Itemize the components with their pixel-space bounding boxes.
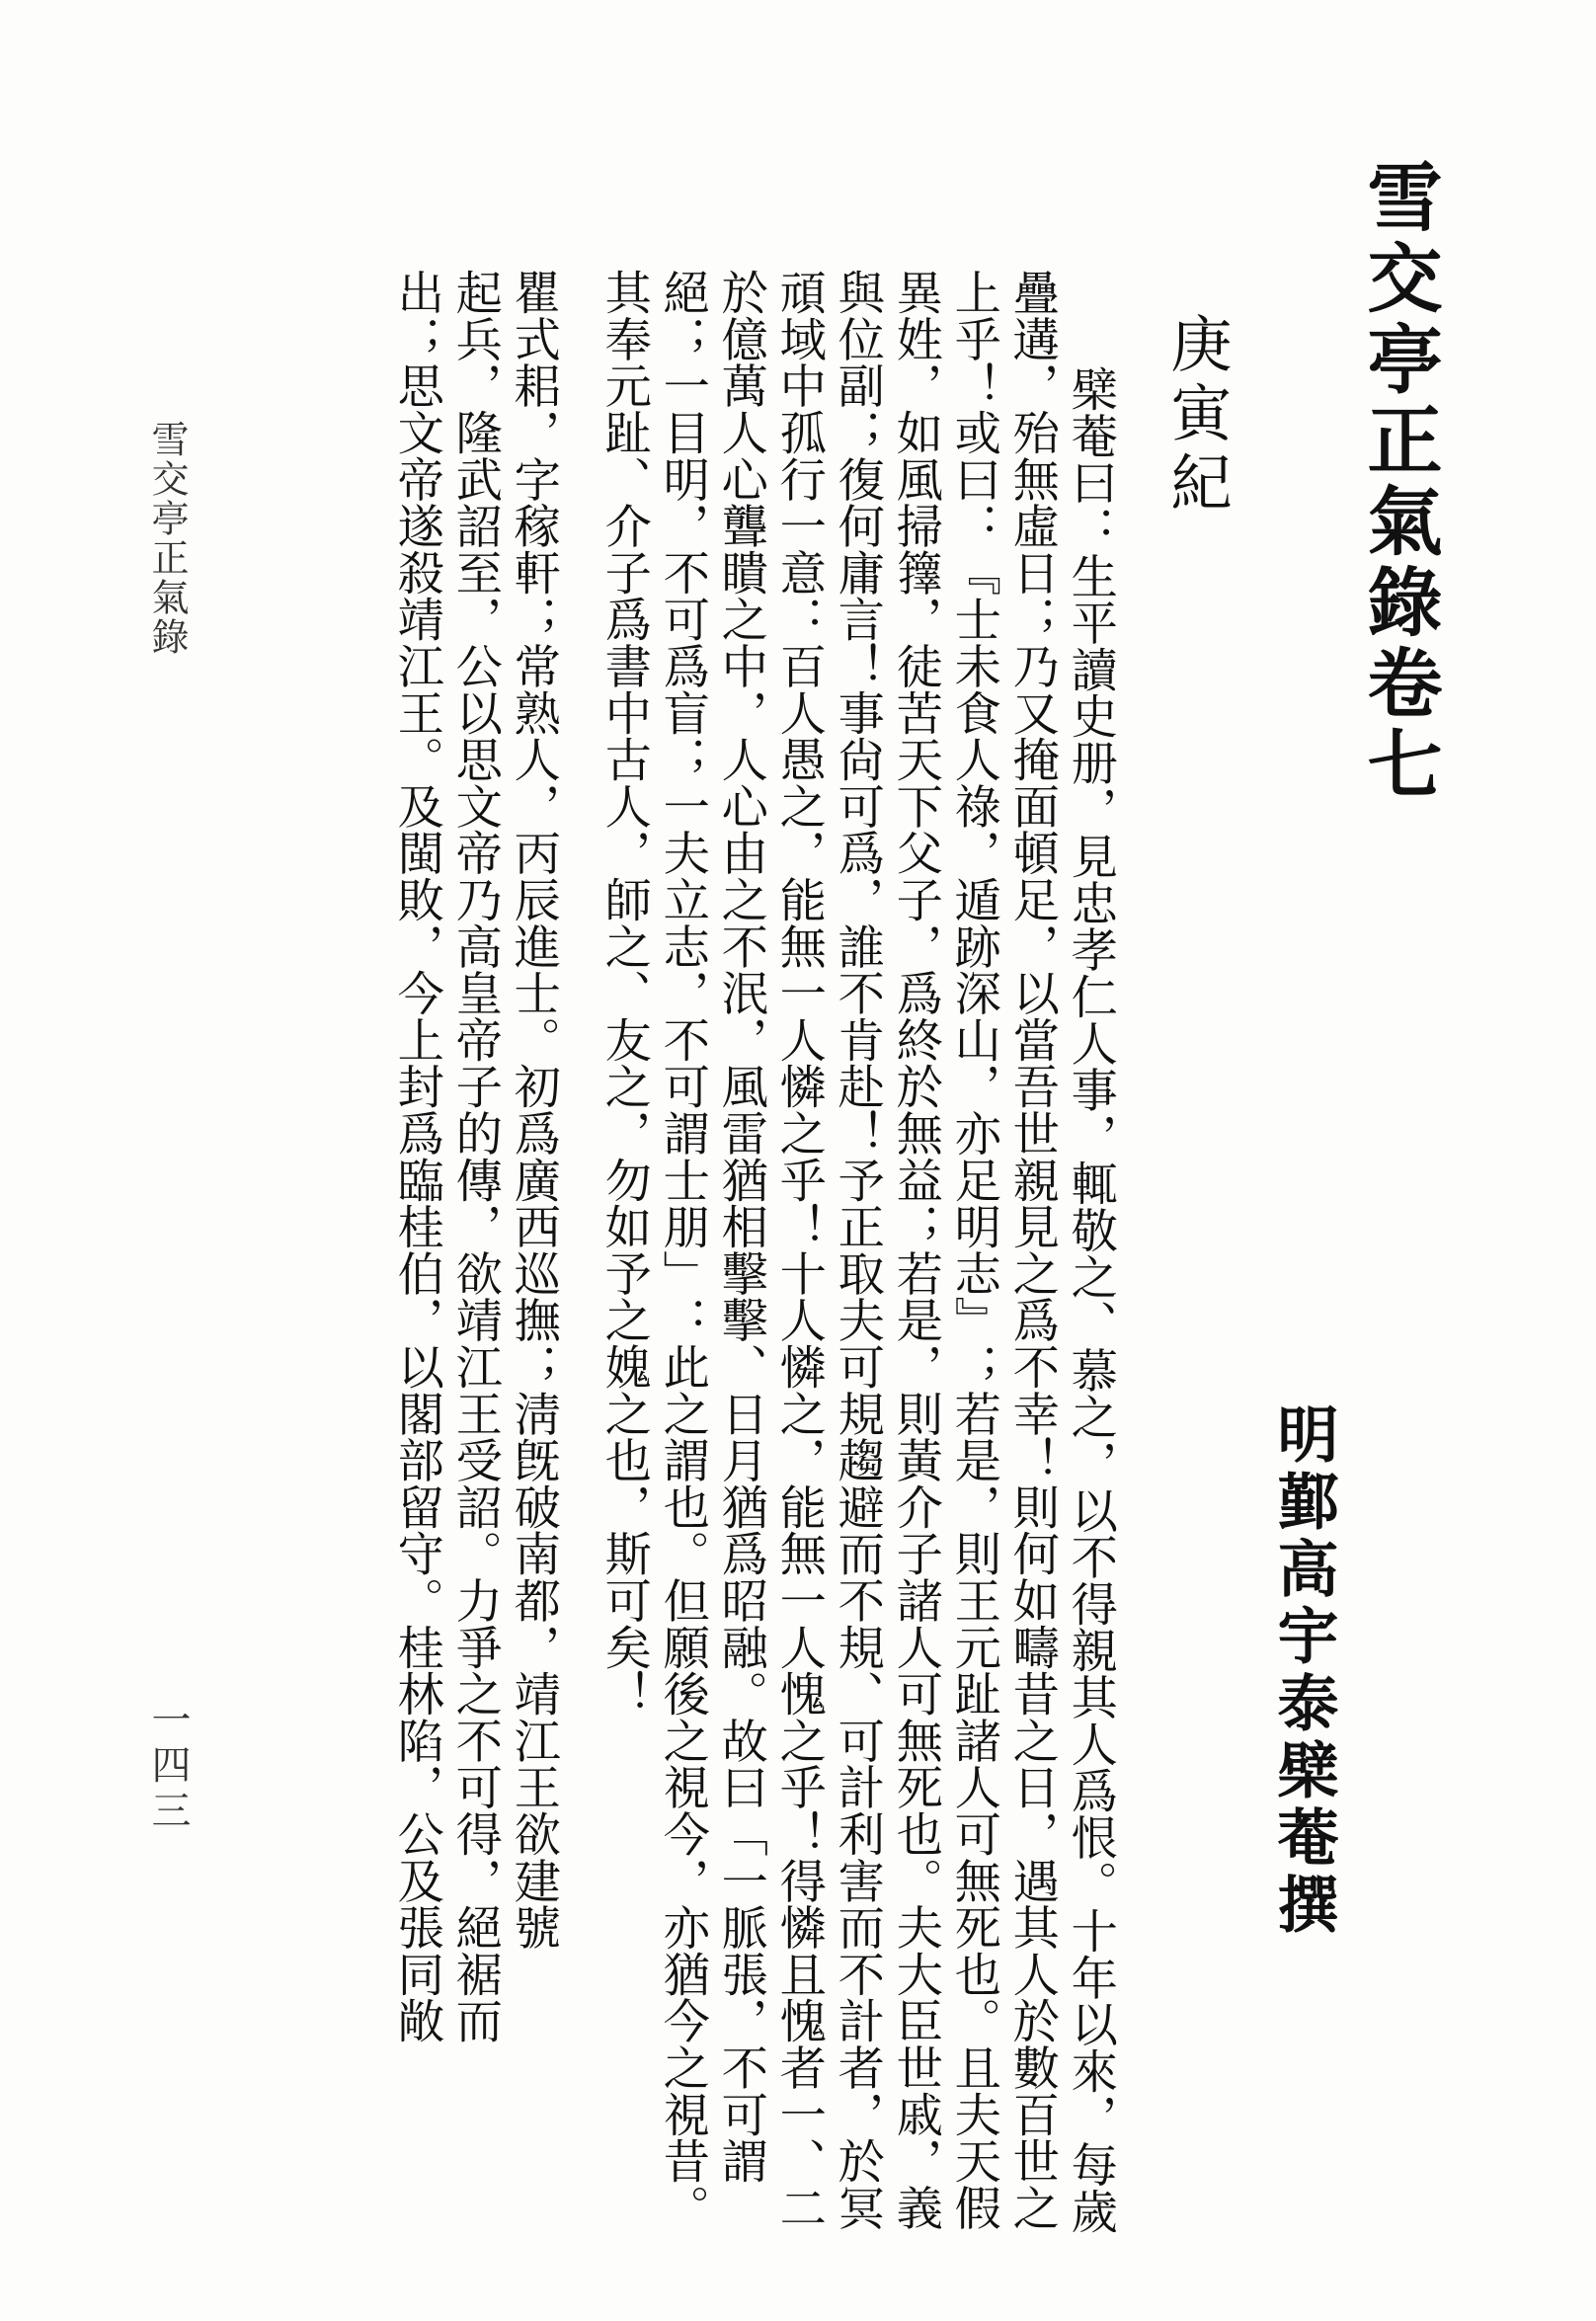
body-line-9: 其奉元趾、介子爲書中古人，師之、友之，勿如予之媿之也，斯可矣！ xyxy=(597,269,652,1718)
body-line-3: 上乎！或曰：『士未食人祿，遁跡深山，亦足明志』；若是，則王元趾諸人可無死也。且夫天假 xyxy=(946,269,1001,2231)
body-line-6: 頑域中孤行一意：百人愚之，能無一人憐之乎！十人憐之，能無一人愧之乎！得憐且愧者一、二 xyxy=(771,269,827,2231)
body-line-1: 檗菴曰：生平讀史册，見忠孝仁人事，輒敬之、慕之，以不得親其人爲恨。十年以來，每歲 xyxy=(1063,365,1118,2234)
author-line: 明鄞高宇泰檗菴撰 xyxy=(1267,1402,1339,1940)
section-heading: 庚寅紀 xyxy=(1160,312,1233,520)
body-line-7: 於億萬人心聾瞶之中，人心由之不泯，風雷猶相擊擊、日月猶爲昭融。故曰「一脈張，不可謂 xyxy=(713,269,768,2185)
book-title: 雪交亭正氣錄卷七 xyxy=(1355,158,1443,806)
running-footer-title: 雪交亭正氣錄 xyxy=(145,420,189,657)
body-line-2: 疊遘，殆無虛日；乃又掩面頓足，以當吾世親見之爲不幸！則何如疇昔之日，遇其人於數百世之 xyxy=(1004,269,1060,2231)
body-line-5: 與位副；復何庸言！事尙可爲，誰不肯赴！予正取夫可規趨避而不規、可計利害而不計者，於冥 xyxy=(830,269,885,2231)
page-number: 一四三 xyxy=(145,1699,191,1835)
body-line-8: 絕；一目明，不可爲盲；一夫立志，不可謂士朋」：此之謂也。但願後之視今，亦猶今之視昔。 xyxy=(655,269,710,2231)
body-line-10: 瞿式耜，字稼軒；常熟人，丙辰進士。初爲廣西巡撫；淸旣破南都，靖江王欲建號 xyxy=(506,269,561,1951)
body-line-11: 起兵，隆武詔至，公以思文帝乃高皇帝子的傳，欲靖江王受詔。力爭之不可得，絕裾而 xyxy=(447,269,503,2044)
body-line-12: 出；思文帝遂殺靖江王。及閩敗，今上封爲臨桂伯，以閣部留守。桂林陷，公及張同敞 xyxy=(389,269,444,2044)
body-line-4: 異姓，如風掃籜，徒苦天下父子，爲終於無益；若是，則黃介子諸人可無死也。夫大臣世戚，義 xyxy=(888,269,943,2231)
